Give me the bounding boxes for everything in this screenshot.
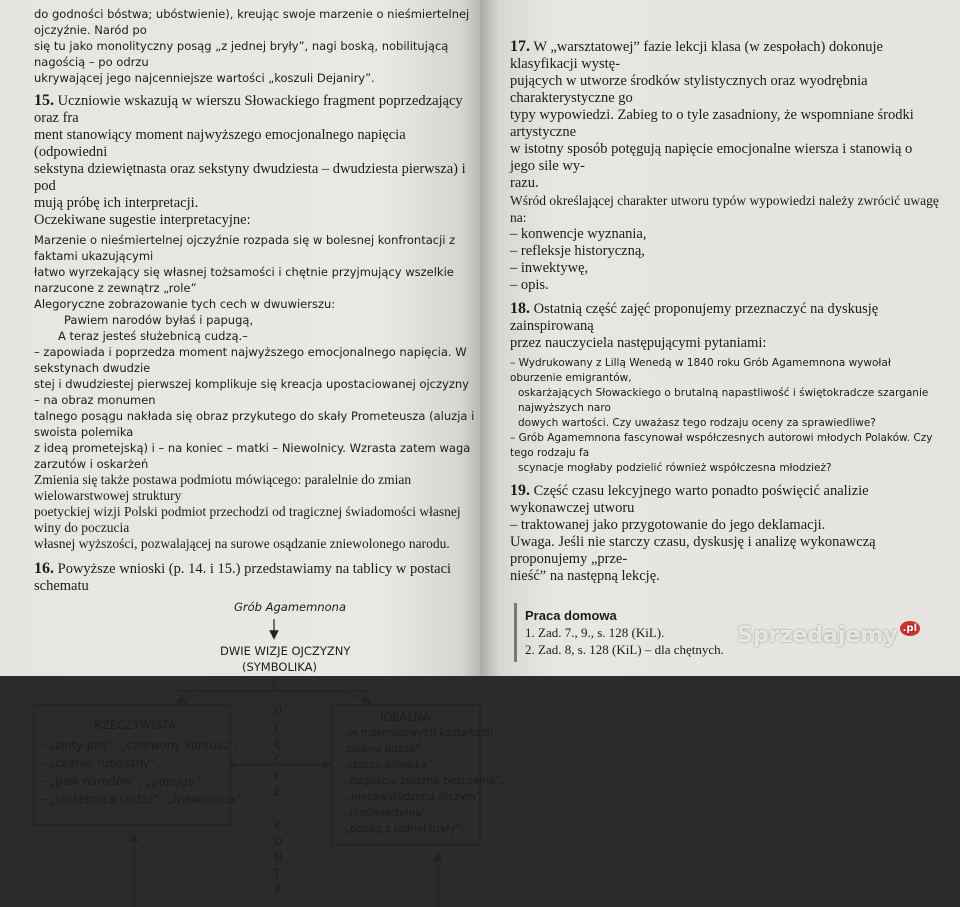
type-item: – refleksje historyczną, — [510, 243, 645, 259]
watermark-text: Sprzedajemy — [737, 623, 898, 648]
homework-item: 2. Zad. 8, s. 128 (KiL) – dla chętnych. — [525, 642, 724, 657]
text-line: z ideą prometejską) i – na koniec – matki – Niewolnicy. Wzrasta zatem waga zarzutów i oskarżeń — [34, 441, 471, 471]
text-line: własnej wyższości, pozwalającej na surowe osądzanie zniewolonego narodu. — [34, 536, 450, 551]
text-line: przez nauczyciela następującymi pytaniami: — [510, 335, 767, 351]
text-line: pujących w utworze środków stylistycznych oraz wyodrębnia charakterystyczne go — [510, 73, 868, 106]
text-line — [510, 38, 940, 73]
text-line: Alegoryczne zobrazowanie tych cech w dwuwierszu: — [34, 297, 336, 311]
section-15-notes — [34, 232, 476, 472]
right-box-item: – „nagością żelazną bezczelna”, — [336, 775, 505, 787]
vertical-letter: E — [274, 785, 281, 798]
right-box-title: IDEALNA: — [380, 710, 434, 724]
section-number: 18. — [510, 300, 530, 317]
right-box-item: – „posąg z jednej bryły” — [336, 823, 462, 835]
section-number: 19. — [510, 482, 530, 499]
text-line: ukrywającej jego najcenniejsze wartości „koszuli Dejaniry”. — [34, 71, 375, 85]
text-line: Wśród określającej charakter utworu typów wypowiedzi należy zwrócić uwagę na: — [510, 193, 939, 225]
text-span: W „warsztatowej” fazie lekcji klasa (w zespołach) dokonuje klasyfikacji wystę- — [510, 39, 883, 72]
left-box-item: – „służebnica cudza”, „Niewolnica” — [40, 792, 242, 806]
question-line: oskarżających Słowackiego o brutalną napastliwość i świętokradcze szarganie najwyższych naro — [518, 387, 929, 414]
text-line: poetyckiej wizji Polski podmiot przechodzi od tragicznej świadomości własnej winy do poczucia — [34, 504, 461, 535]
text-line: do godności bóstwa; ubóstwienie), kreując swoje marzenie o nieśmiertelnej ojczyźnie. Naród po — [34, 7, 470, 37]
quote-line: Pawiem narodów byłaś i papugą, — [64, 313, 254, 327]
question-line: – Wydrukowany z Lillą Wenedą w 1840 roku Grób Agamemnona wywołał oburzenie emigrantów, — [510, 357, 891, 384]
text-span: Część czasu lekcyjnego warto ponadto poświęcić analizie wykonawczej utworu — [510, 483, 869, 516]
schema-diagram — [34, 597, 505, 907]
vertical-letter: N — [274, 851, 283, 864]
section-number: 17. — [510, 38, 530, 55]
left-box-title: RZECZYWISTA: — [94, 718, 180, 732]
text-line: stej i dwudziestej pierwszej komplikuje się kreacja upostaciowanej ojczyzny – na obraz monumen — [34, 377, 469, 407]
vertical-letter: I — [274, 769, 278, 782]
text-line: Marzenie o nieśmiertelnej ojczyźnie rozpada się w bolesnej konfrontacji z faktami ukazującymi — [34, 233, 456, 263]
diagram-top-label: Grób Agamemnona — [234, 600, 346, 614]
vertical-letter: U — [274, 705, 283, 718]
text-line — [34, 560, 476, 595]
right-page — [480, 0, 960, 676]
left-box-item: – „czerep rubaszny”, — [40, 756, 160, 770]
text-line: w istotny sposób potęgują napięcie emocjonalne wiersza i stanowią o jego sile wy- — [510, 141, 913, 174]
vertical-letter: Ę — [274, 737, 281, 750]
text-line: się tu jako monolityczny posąg „z jednej bryły”, nagi boską, nobilitującą nagością – po odrzu — [34, 39, 449, 69]
question-line: – Grób Agamemnona fascynował współczesnych autorowi młodych Polaków. Czy tego rodzaju fa — [510, 432, 933, 459]
left-box-item: – „paw narodów”, „papuga”, — [40, 774, 205, 788]
vertical-letter: C — [274, 753, 282, 766]
homework-title: Praca domowa — [525, 608, 617, 623]
vertical-letter: O — [274, 835, 283, 848]
arrow-right-branch — [344, 691, 368, 701]
right-box-item: – „nieśmiertelna” — [336, 807, 428, 819]
diagram-center-sub: (SYMBOLIKA) — [242, 660, 317, 674]
section-17 — [510, 38, 940, 294]
text-line: łatwo wyrzekający się własnej tożsamości i chętnie przyjmujący wszelkie narzucone z zewnątrz „role” — [34, 265, 454, 295]
text-line: razu. — [510, 175, 539, 191]
section-15 — [34, 92, 476, 229]
section-number: 15. — [34, 92, 54, 109]
text-line: Uwaga. Jeśli nie starczy czasu, dyskusję i analizę wykonawczą proponujemy „prze- — [510, 534, 876, 567]
quote-line: A teraz jesteś służebnicą cudzą.– — [58, 329, 248, 343]
watermark-suffix: .pl — [900, 621, 920, 636]
section-19 — [510, 482, 940, 585]
text-line: – zapowiada i poprzedza moment najwyższego emocjonalnego napięcia. W sekstynach dwudzie — [34, 345, 467, 375]
vertical-letter: R — [274, 883, 282, 896]
text-span: Uczniowie wskazują w wierszu Słowackiego fragment poprzedzający oraz fra — [34, 93, 463, 126]
section-16 — [34, 560, 476, 595]
text-line: mują próbę ich interpretacji. — [34, 195, 199, 211]
right-box-item: „niezawstydzona niczym” — [346, 791, 482, 803]
right-box-item: – „w marmurowych kształtach — [336, 727, 494, 739]
vertical-letter: T — [274, 867, 281, 880]
question-line: scynacje mogłaby podzielić również współczesna młodzież? — [518, 462, 832, 474]
text-line: ment stanowiący moment najwyższego emocjonalnego napięcia (odpowiedni — [34, 127, 406, 160]
type-item: – opis. — [510, 277, 549, 293]
left-box-item: – „złoty pas”, „czerwony kontusz”, — [40, 738, 239, 752]
text-line: Zmienia się także postawa podmiotu mówiącego: paralelnie do zmian wielowarstwowej struktury — [34, 472, 412, 503]
type-item: – inwektywę, — [510, 260, 589, 276]
homework-item: 1. Zad. 7., 9., s. 128 (KiL). — [525, 625, 665, 640]
diagram-center-title: DWIE WIZJE OJCZYZNY — [220, 644, 351, 658]
text-line — [510, 482, 940, 517]
expected-heading: Oczekiwane sugestie interpretacyjne: — [34, 212, 251, 228]
section-number: 16. — [34, 560, 54, 577]
text-line: typy wypowiedzi. Zabieg to o tyle zasadniony, że wspomniane środki artystyczne — [510, 107, 914, 140]
section-18 — [510, 300, 940, 352]
text-span: Ostatnią część zajęć proponujemy przeznaczyć na dyskusję zainspirowaną — [510, 301, 879, 334]
text-line: nieść” na następną lekcję. — [510, 568, 660, 584]
type-item: – konwencje wyznania, — [510, 226, 647, 242]
question-line: dowych wartości. Czy uważasz tego rodzaju oceny za sprawiedliwe? — [518, 417, 876, 429]
text-line: talnego posągu nakłada się obraz przykutego do skały Prometeusza (aluzja i swoista polemika — [34, 409, 475, 439]
watermark-logo — [737, 623, 920, 648]
intro-paragraph — [34, 6, 476, 86]
arrow-left-branch — [180, 691, 204, 701]
right-box-item: – „dusza anielska” — [336, 759, 433, 771]
text-line — [510, 300, 940, 335]
text-line: sekstyna dziewiętnasta oraz sekstyny dwudziesta – dwudziesta pierwsza) i pod — [34, 161, 466, 194]
vertical-letter: K — [274, 819, 282, 832]
text-line: – traktowanej jako przygotowanie do jego deklamacji. — [510, 517, 826, 533]
text-span: Powyższe wnioski (p. 14. i 15.) przedstawiamy na tablicy w postaci schematu — [34, 561, 452, 594]
section-18-questions — [510, 356, 940, 476]
vertical-letter: J — [274, 721, 278, 734]
right-box-item: piękna dusza” — [346, 743, 421, 755]
text-line — [34, 92, 476, 127]
section-15-conclusion — [34, 472, 476, 552]
